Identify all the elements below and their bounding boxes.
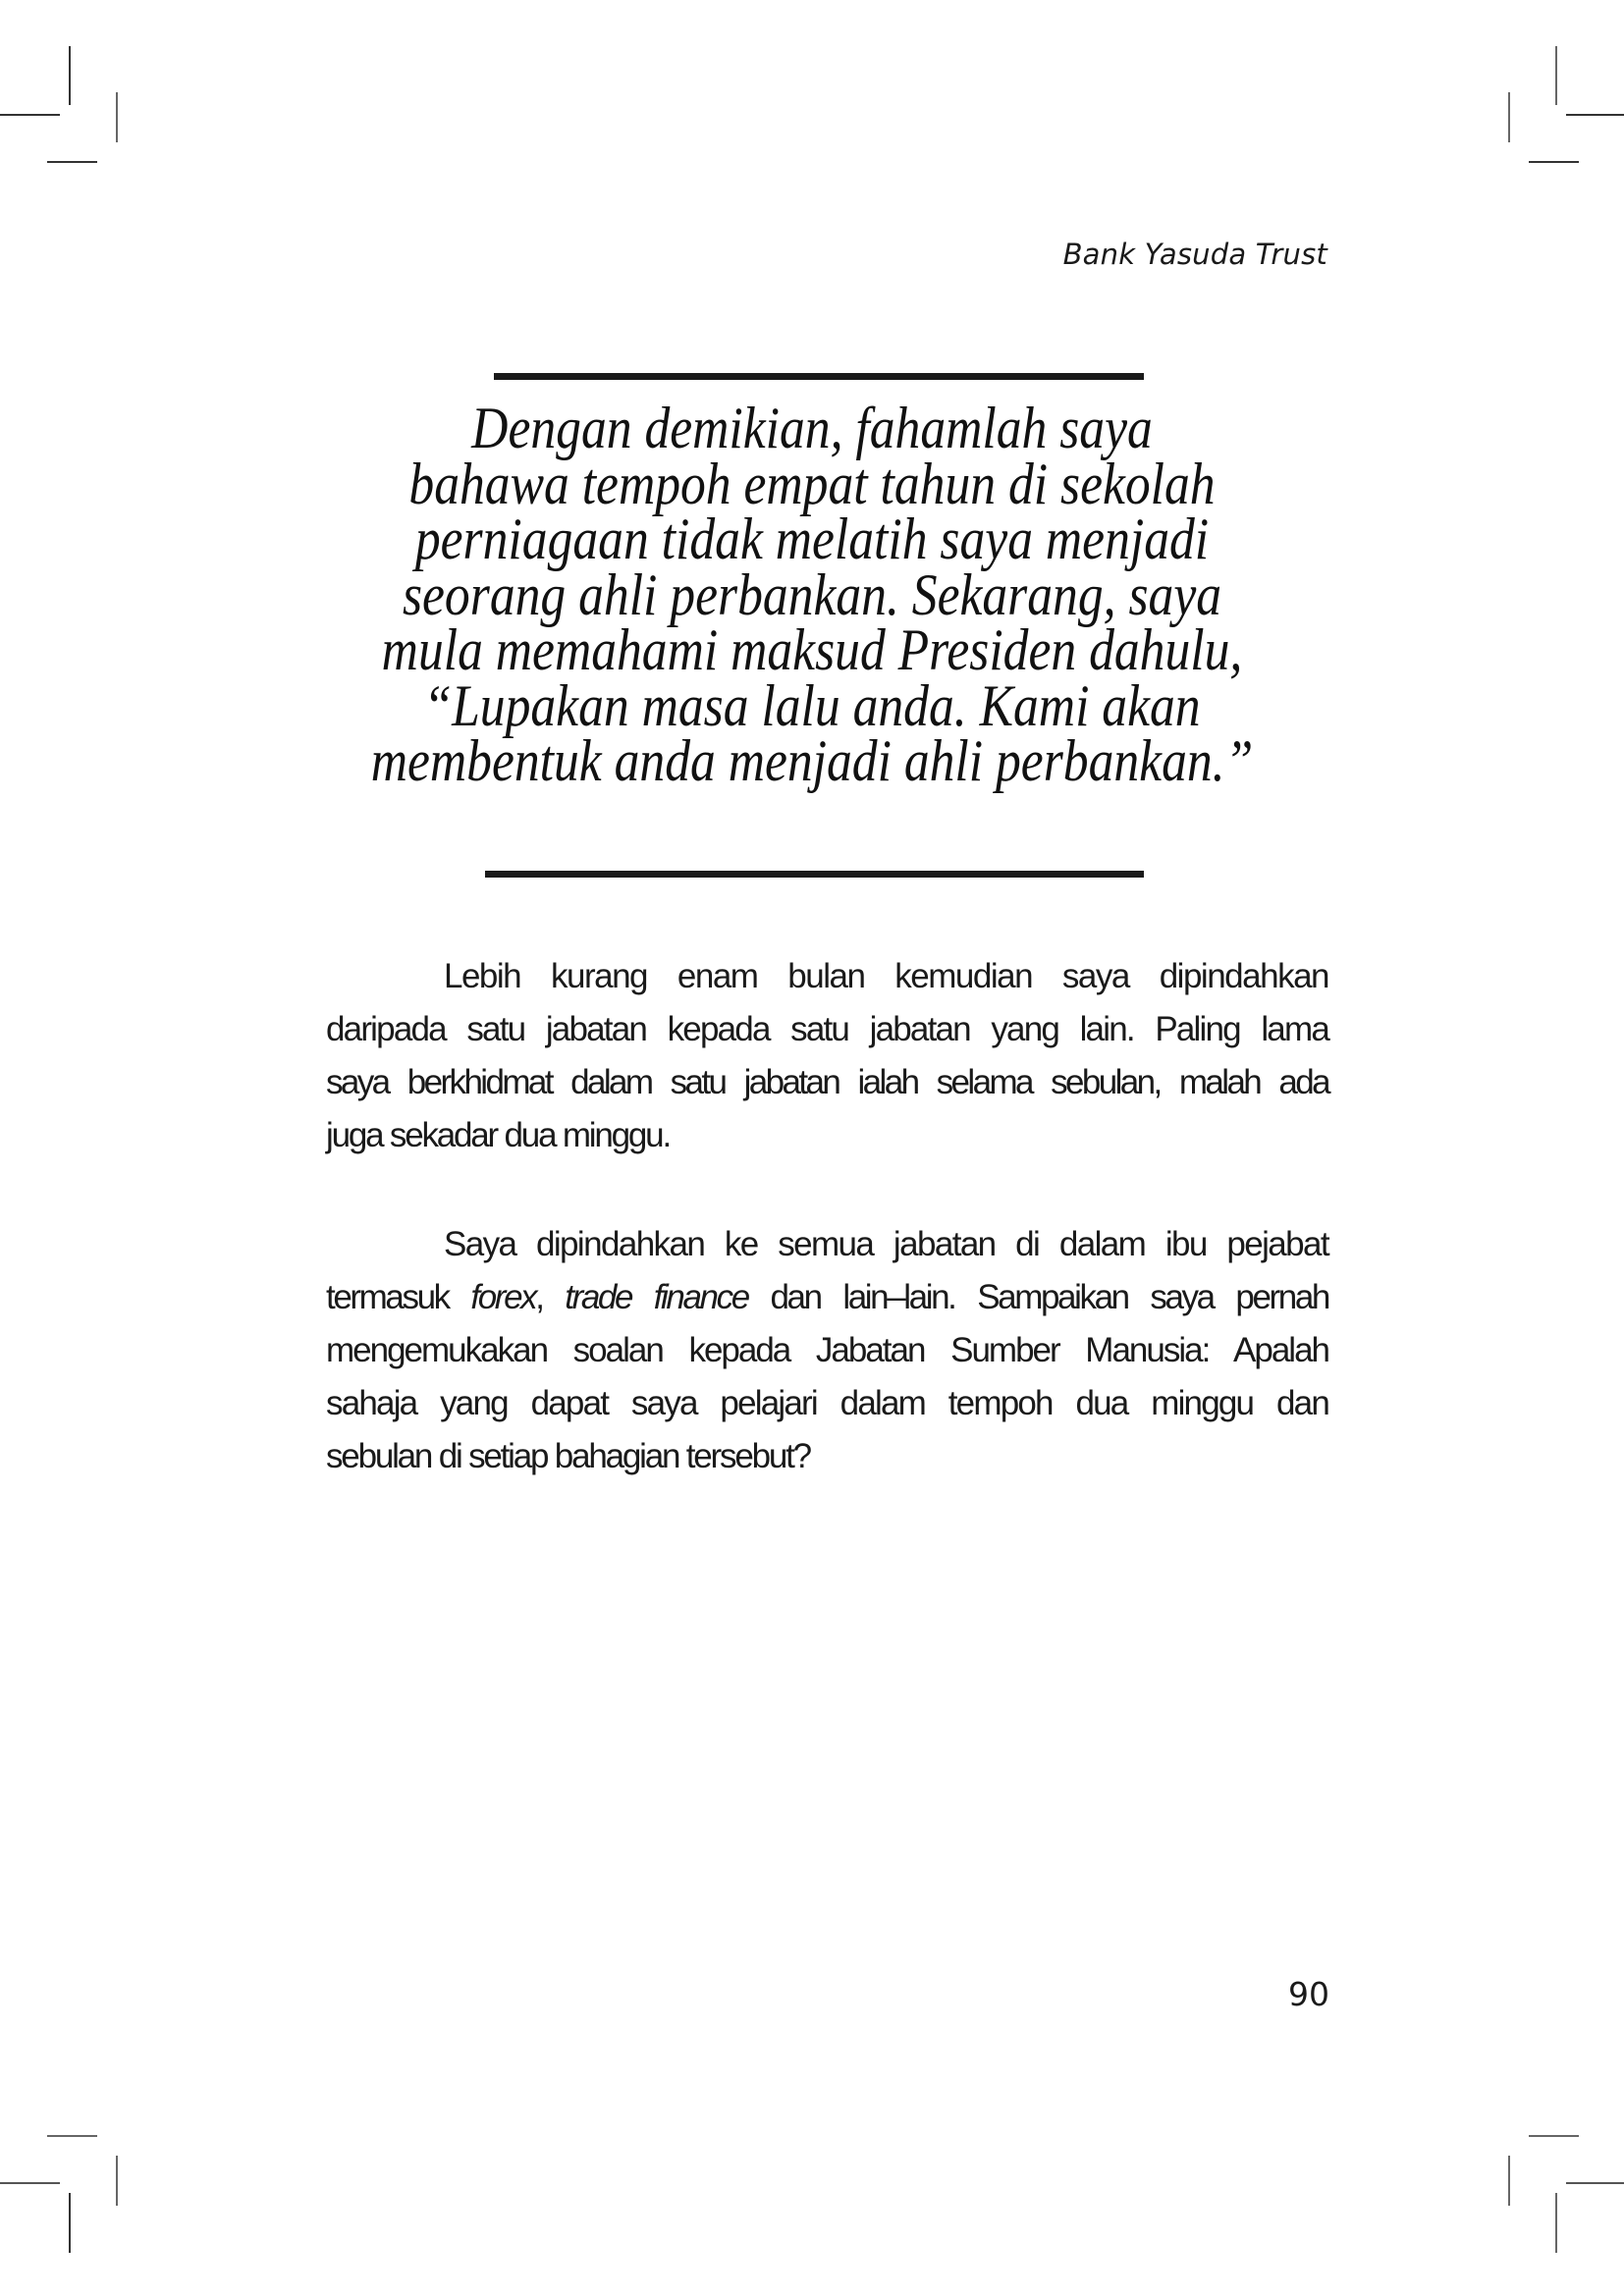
crop-mark <box>0 2182 60 2184</box>
crop-mark <box>1508 92 1510 142</box>
paragraph-line: mengemukakan soalan kepada Jabatan Sumber Manusia: Apalah <box>326 1331 1328 1369</box>
pullquote <box>367 396 1257 793</box>
text: trade finance <box>565 1278 748 1316</box>
pullquote-bottom-rule <box>485 871 1144 878</box>
running-head: Bank Yasuda Trust <box>1062 238 1327 271</box>
text: , <box>535 1278 543 1316</box>
crop-mark <box>69 2193 71 2253</box>
text: dan lain–lain. Sampaikan saya pernah <box>770 1278 1328 1316</box>
paragraph <box>326 950 1328 1162</box>
paragraph-line: sebulan di setiap bahagian tersebut? <box>326 1437 810 1475</box>
pullquote-line: bahawa tempoh empat tahun di sekolah <box>408 451 1216 516</box>
paragraph-line: Lebih kurang enam bulan kemudian saya dipindahkan <box>444 957 1328 995</box>
pullquote-line: membentuk anda menjadi ahli perbankan.” <box>370 728 1254 793</box>
pullquote-line: perniagaan tidak melatih saya menjadi <box>414 507 1210 571</box>
crop-mark <box>116 92 118 142</box>
crop-mark <box>1555 2193 1557 2253</box>
paragraph-line: Saya dipindahkan ke semua jabatan di dalam ibu pejabat <box>444 1225 1328 1263</box>
paragraph-line: daripada satu jabatan kepada satu jabatan yang lain. Paling lama <box>326 1010 1328 1048</box>
pullquote-line: “Lupakan masa lalu anda. Kami akan <box>423 672 1201 738</box>
text: forex <box>470 1278 536 1316</box>
crop-mark <box>1566 114 1624 116</box>
emphasis-forex <box>470 1278 535 1316</box>
crop-mark <box>1566 2182 1624 2184</box>
paragraph-line: sahaja yang dapat saya pelajari dalam tempoh dua minggu dan <box>326 1384 1328 1422</box>
crop-mark <box>1529 161 1579 163</box>
paragraph <box>326 1218 1328 1483</box>
emphasis-trade-finance <box>565 1278 748 1316</box>
crop-mark <box>1508 2156 1510 2206</box>
crop-mark <box>69 46 71 105</box>
pullquote-top-rule <box>494 373 1144 380</box>
pullquote-line: Dengan demikian, fahamlah saya <box>471 396 1153 460</box>
crop-mark <box>1555 46 1557 105</box>
crop-mark <box>47 161 97 163</box>
text: termasuk <box>326 1278 449 1316</box>
paragraph-line: juga sekadar dua minggu. <box>326 1116 670 1154</box>
crop-mark <box>47 2135 97 2137</box>
paragraph-line: saya berkhidmat dalam satu jabatan ialah selama sebulan, malah ada <box>326 1063 1328 1101</box>
paragraph-line <box>326 1271 1328 1324</box>
crop-mark <box>1529 2135 1579 2137</box>
pullquote-line: mula memahami maksud Presiden dahulu, <box>381 617 1243 682</box>
page-number: 90 <box>1288 1975 1329 2013</box>
crop-mark <box>116 2156 118 2206</box>
crop-mark <box>0 114 60 116</box>
pullquote-line: seorang ahli perbankan. Sekarang, saya <box>402 561 1222 627</box>
